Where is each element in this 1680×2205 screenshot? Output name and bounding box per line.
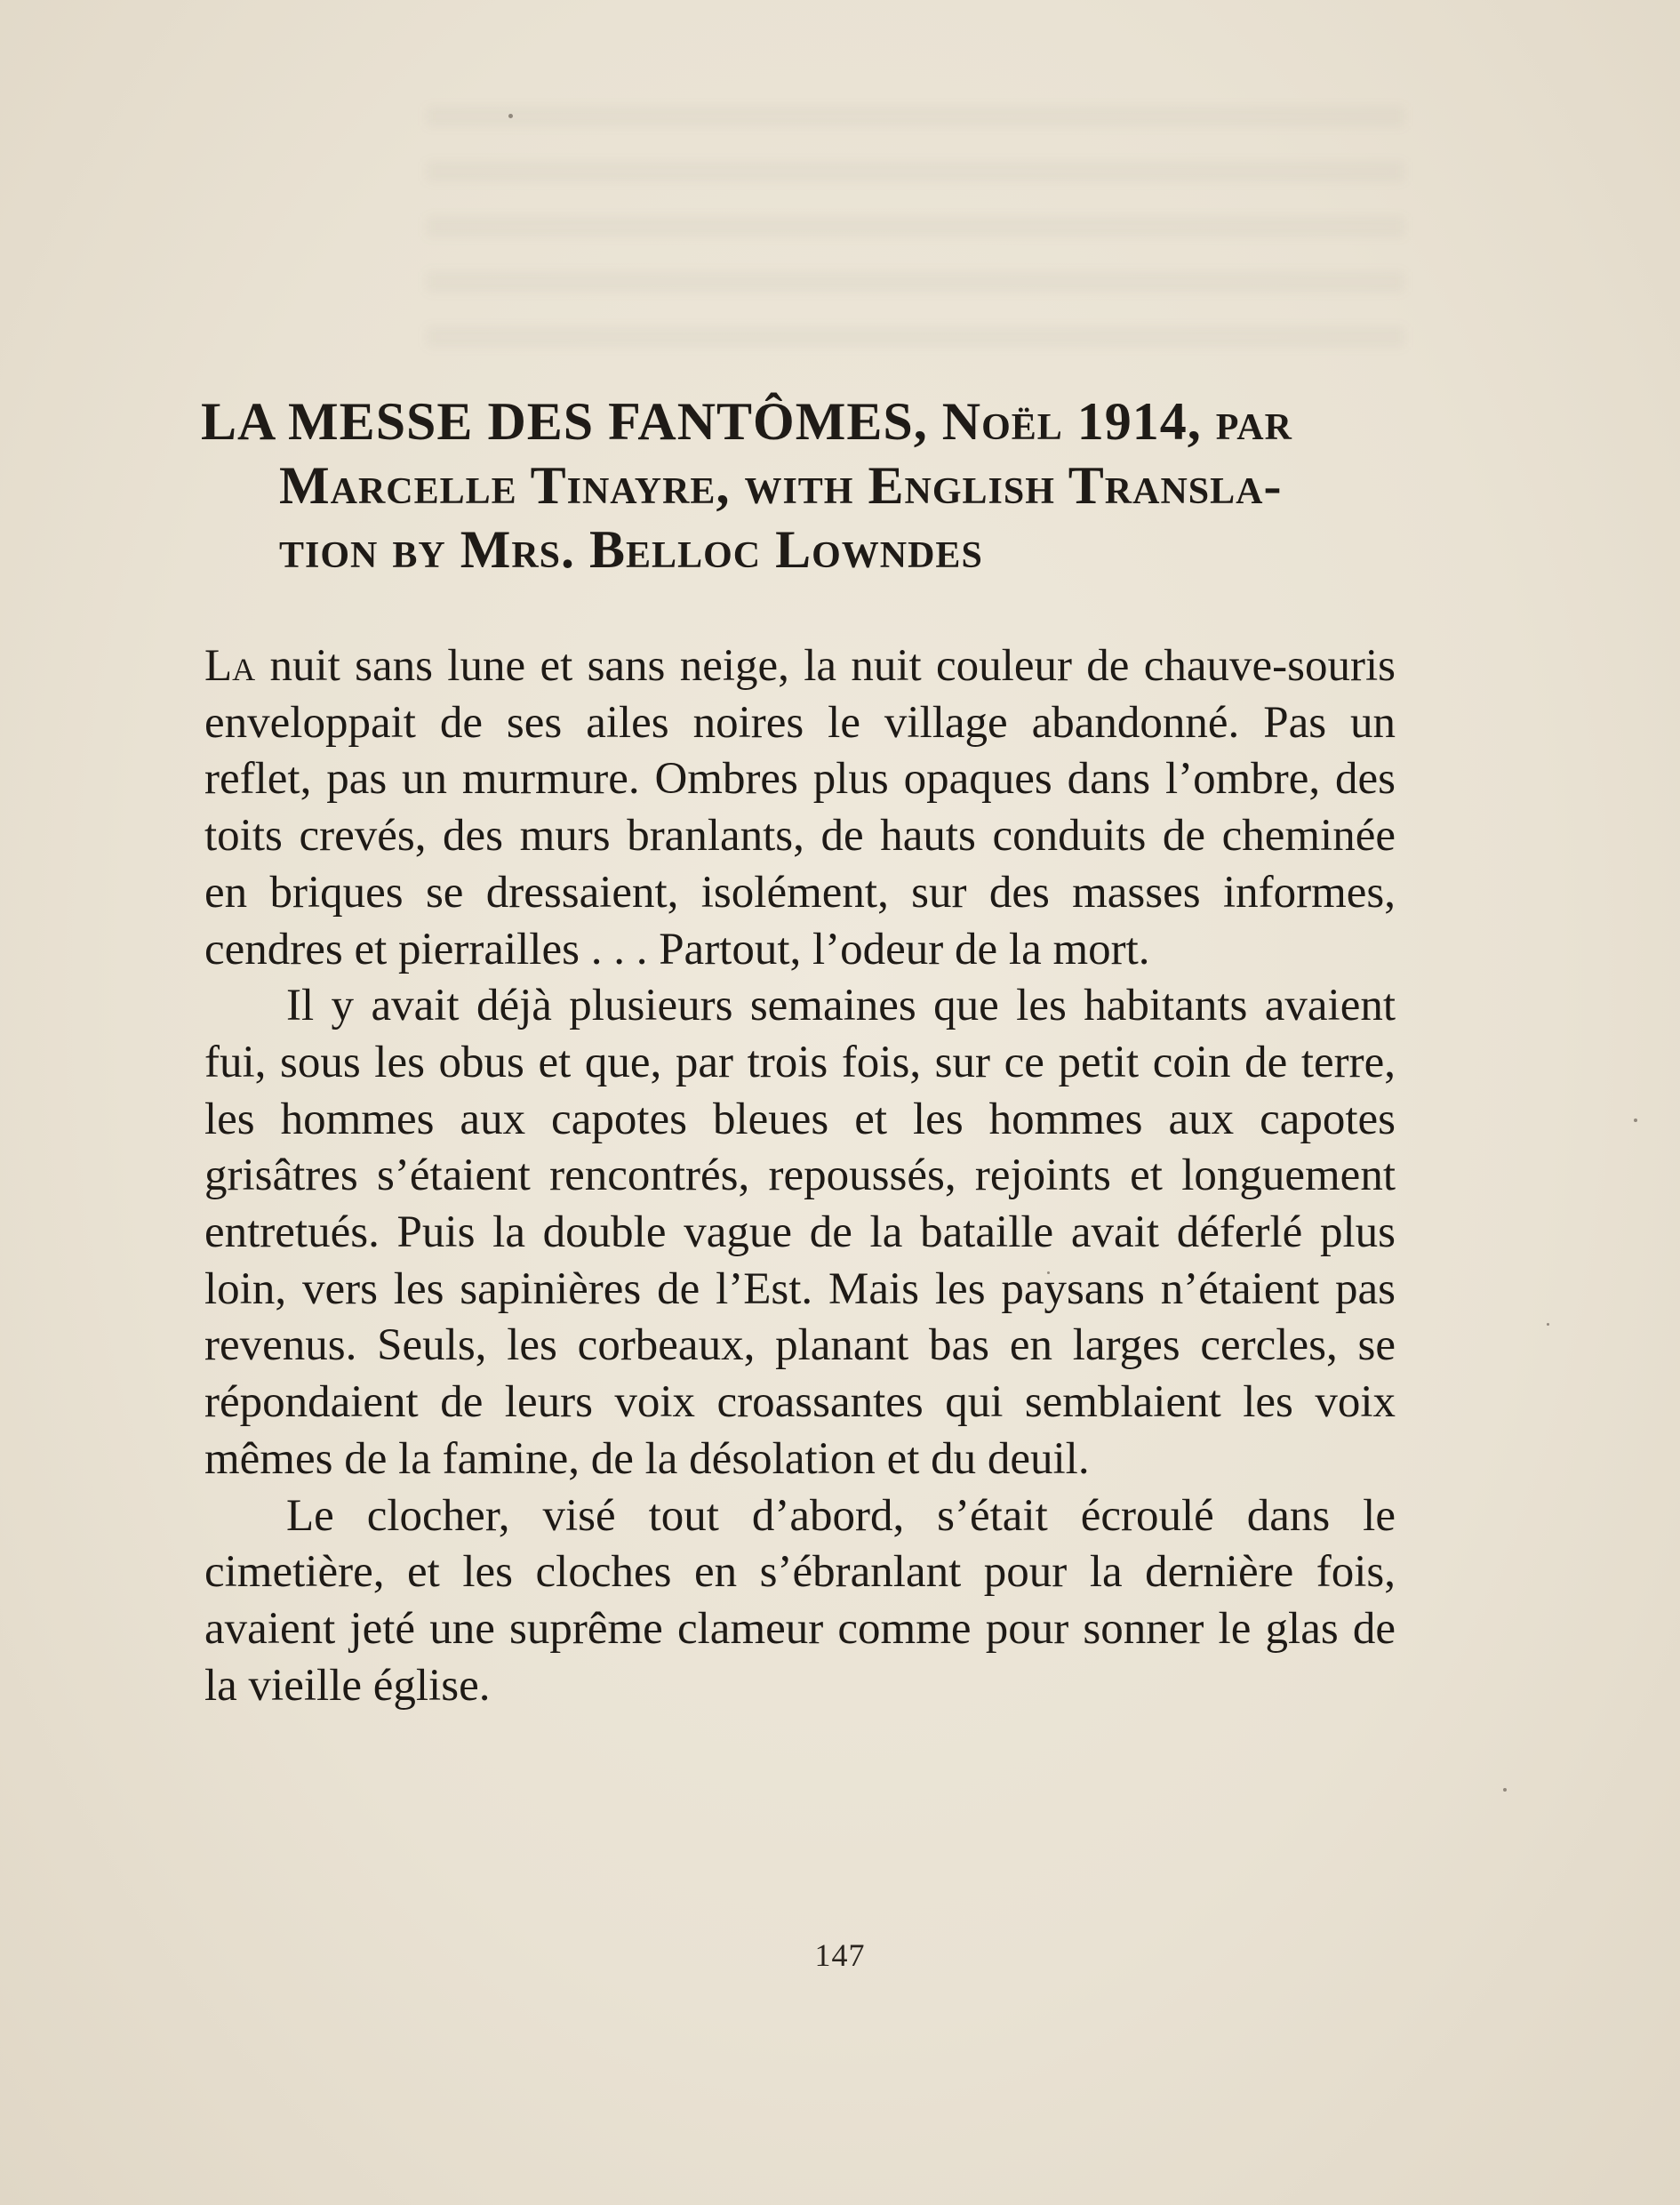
- heading-title: LA MESSE DES FANTÔMES,: [201, 392, 942, 451]
- paragraph-3: Le clocher, visé tout d’abord, s’était écroulé dans le cimetière, et les cloches en s’ébranlant pour la dernière fois, avaient jeté une suprême clameur comme pour sonner le glas de la vieille église.: [204, 1490, 1396, 1711]
- paper-speck: [1547, 1323, 1549, 1326]
- heading-date: Noël 1914, par: [941, 392, 1292, 451]
- paragraph-initial: La: [204, 641, 256, 691]
- show-through-text: [427, 107, 1404, 356]
- heading-line-1: [201, 389, 1410, 453]
- paragraph-1-text: nuit sans lune et sans neige, la nuit couleur de chauve-souris enveloppait de ses ailes noires le village abandonné. Pas un reflet, pas un murmure. Ombres plus opaques dans l’ombre, des toits crevés, des murs branlants, de hauts conduits de cheminée en briques se dressaient, isolément, sur des masses informes, cendres et pierrailles . . . Partout, l’odeur de la mort.: [204, 641, 1396, 974]
- paper-speck: [1503, 1788, 1507, 1792]
- heading-line-3: tion by Mrs. Belloc Lowndes: [279, 520, 983, 579]
- heading-line-2: Marcelle Tinayre, with English Transla-: [279, 456, 1283, 515]
- chapter-heading: [201, 389, 1410, 581]
- paper-speck: [508, 114, 513, 118]
- paper-speck: [1634, 1119, 1637, 1122]
- paragraph-1: [204, 638, 1396, 978]
- page-number: 147: [814, 1937, 866, 1973]
- paragraph-2: Il y avait déjà plusieurs semaines que les habitants avaient fui, sous les obus et que, par trois fois, sur ce petit coin de terre, les hommes aux capotes bleues et les hommes aux capotes grisâtres s’étaient rencontrés, repoussés, rejoints et longuement entretués. Puis la double vague de la bataille avait déferlé plus loin, vers les sapinières de l’Est. Mais les paysans n’étaient pas revenus. Seuls, les corbeaux, planant bas en larges cercles, se répondaient de leurs voix croassantes qui semblaient les voix mêmes de la famine, de la désolation et du deuil.: [204, 981, 1396, 1484]
- body-text: [204, 638, 1396, 1714]
